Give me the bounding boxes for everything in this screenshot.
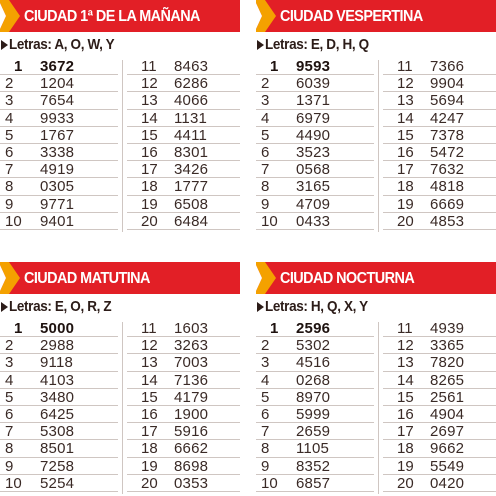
position-number: 18: [141, 440, 158, 458]
result-row: [127, 372, 240, 389]
position-number: 12: [397, 75, 414, 93]
results-column-left: [256, 320, 374, 492]
position-number: 14: [141, 371, 158, 389]
result-row: [383, 458, 496, 475]
position-number: 7: [261, 423, 270, 441]
result-row: [0, 320, 118, 337]
result-row: [256, 475, 374, 492]
position-number: 6: [5, 143, 14, 161]
result-row: [383, 337, 496, 354]
result-row: [127, 213, 240, 230]
result-row: [127, 58, 240, 75]
drawn-number: 7378: [430, 126, 465, 144]
position-number: 3: [5, 354, 14, 372]
position-number: 5: [5, 126, 14, 144]
result-row: [256, 423, 374, 440]
drawn-number: 4411: [174, 126, 208, 144]
drawn-number: 3672: [40, 58, 75, 75]
position-number: 17: [141, 423, 158, 441]
result-row: [256, 110, 374, 127]
position-number: 5: [261, 126, 270, 144]
result-row: [0, 406, 118, 423]
drawn-number: 4818: [430, 178, 465, 196]
drawn-number: 7136: [174, 371, 209, 389]
result-row: [256, 161, 374, 178]
result-row: [383, 58, 496, 75]
column-divider: [122, 60, 123, 232]
drawn-number: 2561: [430, 388, 465, 406]
drawn-number: 7654: [40, 92, 75, 110]
drawn-number: 3480: [40, 388, 75, 406]
drawn-number: 1603: [174, 320, 209, 337]
result-row: [383, 92, 496, 109]
result-row: [0, 423, 118, 440]
drawn-number: 4919: [40, 161, 75, 179]
result-row: [383, 440, 496, 457]
position-number: 11: [141, 58, 157, 75]
position-number: 7: [5, 161, 14, 179]
chevron-right-icon: [0, 262, 22, 294]
drawn-number: 4516: [296, 354, 331, 372]
chevron-right-icon: [0, 0, 22, 32]
triangle-bullet-icon: [1, 302, 8, 312]
column-divider: [122, 322, 123, 494]
result-row: [256, 58, 374, 75]
result-row: [127, 458, 240, 475]
results-column-right: [127, 58, 240, 230]
drawn-number: 6039: [296, 75, 331, 93]
position-number: 2: [5, 75, 14, 93]
result-row: [127, 161, 240, 178]
result-row: [383, 475, 496, 492]
drawn-number: 2697: [430, 423, 465, 441]
drawn-number: 0305: [40, 178, 75, 196]
result-row: [0, 354, 118, 371]
result-row: [383, 110, 496, 127]
result-row: [383, 213, 496, 230]
drawn-number: 2659: [296, 423, 331, 441]
letras-text: Letras: E, O, R, Z: [9, 298, 112, 315]
drawn-number: 0353: [174, 474, 209, 492]
drawn-number: 4247: [430, 109, 465, 127]
position-number: 3: [261, 92, 270, 110]
result-row: [0, 337, 118, 354]
result-row: [256, 75, 374, 92]
result-row: [127, 178, 240, 195]
result-row: [0, 75, 118, 92]
drawn-number: 7366: [430, 58, 465, 75]
position-number: 13: [397, 92, 414, 110]
position-number: 15: [397, 126, 414, 144]
drawn-number: 6857: [296, 474, 331, 492]
position-number: 17: [397, 161, 414, 179]
drawn-number: 1371: [296, 92, 331, 110]
result-row: [383, 423, 496, 440]
result-row: [127, 196, 240, 213]
result-row: [256, 406, 374, 423]
drawn-number: 4490: [296, 126, 331, 144]
column-divider: [378, 60, 379, 232]
panel-header: [256, 0, 496, 32]
result-row: [127, 127, 240, 144]
drawn-number: 5308: [40, 423, 75, 441]
result-row: [383, 75, 496, 92]
position-number: 12: [141, 337, 158, 355]
result-row: [256, 144, 374, 161]
position-number: 4: [261, 371, 270, 389]
position-number: 5: [261, 388, 270, 406]
position-number: 13: [141, 92, 158, 110]
position-number: 7: [261, 161, 270, 179]
result-panel-matutina: [0, 262, 240, 496]
position-number: 1: [270, 320, 279, 337]
result-row: [256, 196, 374, 213]
drawn-number: 1204: [40, 75, 75, 93]
position-number: 20: [141, 474, 158, 492]
position-number: 11: [397, 320, 413, 337]
position-number: 10: [5, 474, 22, 492]
result-row: [256, 458, 374, 475]
result-row: [383, 161, 496, 178]
drawn-number: 5254: [40, 474, 75, 492]
result-row: [0, 127, 118, 144]
chevron-right-icon: [256, 262, 278, 294]
drawn-number: 7632: [430, 161, 465, 179]
letras-text: Letras: H, Q, X, Y: [265, 298, 368, 315]
position-number: 15: [397, 388, 414, 406]
triangle-bullet-icon: [257, 40, 264, 50]
letras-line: [0, 296, 240, 318]
position-number: 14: [397, 371, 414, 389]
position-number: 9: [5, 195, 14, 213]
drawn-number: 9662: [430, 440, 465, 458]
position-number: 19: [397, 457, 414, 475]
drawn-number: 0433: [296, 212, 331, 230]
position-number: 19: [141, 457, 158, 475]
result-row: [0, 475, 118, 492]
panel-title: CIUDAD MATUTINA: [24, 270, 150, 287]
letras-line: [0, 34, 240, 56]
drawn-number: 3338: [40, 143, 75, 161]
position-number: 16: [397, 143, 414, 161]
letras-text: Letras: A, O, W, Y: [9, 36, 115, 53]
panel-title: CIUDAD NOCTURNA: [280, 270, 415, 287]
drawn-number: 9401: [40, 212, 75, 230]
result-row: [0, 440, 118, 457]
result-row: [256, 440, 374, 457]
drawn-number: 8698: [174, 457, 209, 475]
drawn-number: 6286: [174, 75, 209, 93]
result-row: [127, 92, 240, 109]
position-number: 17: [397, 423, 414, 441]
drawn-number: 8265: [430, 371, 465, 389]
drawn-number: 9933: [40, 109, 75, 127]
result-row: [0, 144, 118, 161]
drawn-number: 2596: [296, 320, 331, 337]
drawn-number: 8352: [296, 457, 331, 475]
result-panel-vespertina: [256, 0, 496, 248]
drawn-number: 3365: [430, 337, 465, 355]
position-number: 1: [14, 58, 23, 75]
result-row: [127, 423, 240, 440]
position-number: 10: [261, 212, 278, 230]
position-number: 7: [5, 423, 14, 441]
position-number: 18: [141, 178, 158, 196]
result-row: [256, 178, 374, 195]
results-column-left: [0, 58, 118, 230]
position-number: 16: [397, 405, 414, 423]
position-number: 15: [141, 126, 158, 144]
panel-header: [0, 262, 240, 294]
drawn-number: 3426: [174, 161, 209, 179]
position-number: 8: [5, 440, 14, 458]
position-number: 15: [141, 388, 158, 406]
result-row: [0, 458, 118, 475]
triangle-bullet-icon: [257, 302, 264, 312]
drawn-number: 5472: [430, 143, 465, 161]
result-row: [383, 406, 496, 423]
drawn-number: 1777: [174, 178, 209, 196]
position-number: 20: [141, 212, 158, 230]
result-row: [383, 372, 496, 389]
position-number: 2: [261, 75, 270, 93]
letras-line: [256, 34, 496, 56]
position-number: 4: [261, 109, 270, 127]
result-row: [256, 354, 374, 371]
result-row: [0, 110, 118, 127]
drawn-number: 7258: [40, 457, 75, 475]
drawn-number: 5999: [296, 405, 331, 423]
drawn-number: 1131: [174, 109, 208, 127]
panel-header: [256, 262, 496, 294]
result-row: [127, 110, 240, 127]
drawn-number: 5916: [174, 423, 209, 441]
drawn-number: 6662: [174, 440, 209, 458]
result-row: [383, 320, 496, 337]
result-row: [127, 144, 240, 161]
position-number: 9: [261, 195, 270, 213]
position-number: 10: [261, 474, 278, 492]
position-number: 3: [5, 92, 14, 110]
drawn-number: 9771: [40, 195, 75, 213]
result-row: [127, 337, 240, 354]
result-row: [383, 178, 496, 195]
position-number: 12: [141, 75, 158, 93]
position-number: 3: [261, 354, 270, 372]
drawn-number: 6425: [40, 405, 75, 423]
result-row: [0, 92, 118, 109]
drawn-number: 6484: [174, 212, 209, 230]
drawn-number: 0268: [296, 371, 331, 389]
result-row: [256, 320, 374, 337]
drawn-number: 6669: [430, 195, 465, 213]
drawn-number: 2988: [40, 337, 75, 355]
drawn-number: 5549: [430, 457, 465, 475]
position-number: 17: [141, 161, 158, 179]
drawn-number: 0420: [430, 474, 465, 492]
position-number: 1: [14, 320, 23, 337]
result-row: [383, 389, 496, 406]
panel-title: CIUDAD VESPERTINA: [280, 8, 423, 25]
position-number: 5: [5, 388, 14, 406]
position-number: 16: [141, 405, 158, 423]
result-row: [0, 389, 118, 406]
position-number: 13: [141, 354, 158, 372]
position-number: 1: [270, 58, 279, 75]
drawn-number: 4103: [40, 371, 75, 389]
drawn-number: 4179: [174, 388, 209, 406]
result-row: [127, 475, 240, 492]
result-row: [127, 75, 240, 92]
drawn-number: 9593: [296, 58, 331, 75]
chevron-right-icon: [256, 0, 278, 32]
position-number: 6: [5, 405, 14, 423]
result-panel-primera-manana: [0, 0, 240, 248]
result-row: [0, 58, 118, 75]
position-number: 18: [397, 440, 414, 458]
result-row: [127, 389, 240, 406]
result-row: [0, 372, 118, 389]
position-number: 20: [397, 474, 414, 492]
position-number: 4: [5, 109, 14, 127]
results-column-right: [127, 320, 240, 492]
drawn-number: 7003: [174, 354, 209, 372]
result-row: [0, 213, 118, 230]
position-number: 6: [261, 405, 270, 423]
position-number: 16: [141, 143, 158, 161]
drawn-number: 4709: [296, 195, 331, 213]
position-number: 19: [141, 195, 158, 213]
results-column-right: [383, 320, 496, 492]
result-row: [383, 144, 496, 161]
panel-title: CIUDAD 1ª DE LA MAÑANA: [24, 8, 200, 25]
result-row: [256, 337, 374, 354]
result-row: [383, 354, 496, 371]
drawn-number: 5000: [40, 320, 75, 337]
drawn-number: 7820: [430, 354, 465, 372]
drawn-number: 4939: [430, 320, 465, 337]
position-number: 9: [261, 457, 270, 475]
position-number: 8: [5, 178, 14, 196]
result-row: [383, 127, 496, 144]
position-number: 11: [397, 58, 413, 75]
position-number: 11: [141, 320, 157, 337]
drawn-number: 3263: [174, 337, 209, 355]
drawn-number: 6508: [174, 195, 209, 213]
drawn-number: 1900: [174, 405, 209, 423]
drawn-number: 5302: [296, 337, 331, 355]
results-column-left: [256, 58, 374, 230]
result-row: [256, 372, 374, 389]
drawn-number: 9118: [40, 354, 74, 372]
position-number: 2: [261, 337, 270, 355]
position-number: 2: [5, 337, 14, 355]
position-number: 10: [5, 212, 22, 230]
drawn-number: 5694: [430, 92, 465, 110]
triangle-bullet-icon: [1, 40, 8, 50]
drawn-number: 3523: [296, 143, 331, 161]
drawn-number: 1767: [40, 126, 75, 144]
position-number: 9: [5, 457, 14, 475]
result-row: [256, 213, 374, 230]
result-row: [127, 406, 240, 423]
position-number: 6: [261, 143, 270, 161]
position-number: 14: [141, 109, 158, 127]
letras-text: Letras: E, D, H, Q: [265, 36, 369, 53]
panel-header: [0, 0, 240, 32]
position-number: 4: [5, 371, 14, 389]
position-number: 8: [261, 440, 270, 458]
column-divider: [378, 322, 379, 494]
result-row: [127, 320, 240, 337]
result-row: [127, 440, 240, 457]
drawn-number: 8463: [174, 58, 209, 75]
drawn-number: 4066: [174, 92, 209, 110]
position-number: 14: [397, 109, 414, 127]
result-row: [0, 178, 118, 195]
drawn-number: 0568: [296, 161, 331, 179]
results-column-left: [0, 320, 118, 492]
drawn-number: 6979: [296, 109, 331, 127]
result-row: [256, 92, 374, 109]
drawn-number: 4904: [430, 405, 465, 423]
position-number: 20: [397, 212, 414, 230]
result-row: [256, 127, 374, 144]
result-panel-nocturna: [256, 262, 496, 496]
position-number: 12: [397, 337, 414, 355]
drawn-number: 8970: [296, 388, 331, 406]
position-number: 19: [397, 195, 414, 213]
drawn-number: 8501: [40, 440, 75, 458]
letras-line: [256, 296, 496, 318]
drawn-number: 9904: [430, 75, 465, 93]
drawn-number: 1105: [296, 440, 330, 458]
result-row: [383, 196, 496, 213]
results-column-right: [383, 58, 496, 230]
result-row: [0, 196, 118, 213]
position-number: 13: [397, 354, 414, 372]
drawn-number: 3165: [296, 178, 331, 196]
position-number: 8: [261, 178, 270, 196]
position-number: 18: [397, 178, 414, 196]
drawn-number: 8301: [174, 143, 209, 161]
result-row: [127, 354, 240, 371]
result-row: [256, 389, 374, 406]
result-row: [0, 161, 118, 178]
drawn-number: 4853: [430, 212, 465, 230]
